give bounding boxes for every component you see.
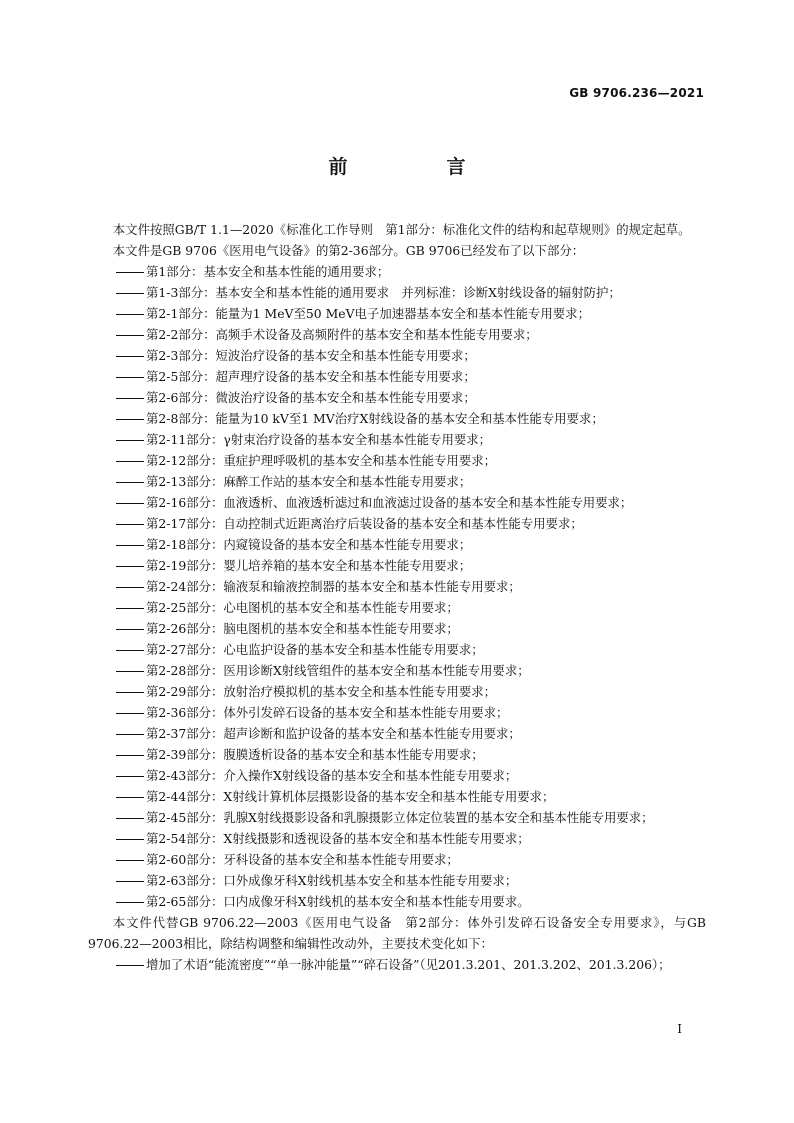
parts-list (88, 261, 706, 912)
list-item-text: 第2-63部分：口外成像牙科X射线机基本安全和基本性能专用要求； (146, 873, 518, 888)
list-item-text: 第2-44部分：X射线计算机体层摄影设备的基本安全和基本性能专用要求； (146, 789, 555, 804)
em-dash-marker (116, 807, 146, 828)
list-item-text: 第2-16部分：血液透析、血液透析滤过和血液滤过设备的基本安全和基本性能专用要求； (146, 495, 633, 510)
change-list-item (88, 954, 706, 975)
em-dash-marker (116, 891, 146, 912)
list-item-text: 第2-37部分：超声诊断和监护设备的基本安全和基本性能专用要求； (146, 726, 521, 741)
em-dash-marker (116, 849, 146, 870)
em-dash-marker (116, 429, 146, 450)
document-body (88, 219, 706, 975)
part-list-item (88, 723, 706, 744)
em-dash-marker (116, 681, 146, 702)
intro-paragraph: 本文件按照GB/T 1.1—2020《标准化工作导则 第1部分：标准化文件的结构和起草规则》的规定起草。 (112, 222, 691, 237)
em-dash-marker (116, 639, 146, 660)
part-list-item (88, 345, 706, 366)
em-dash-marker (116, 534, 146, 555)
list-item-text: 第2-19部分：婴儿培养箱的基本安全和基本性能专用要求； (146, 558, 472, 573)
part-list-item (88, 492, 706, 513)
em-dash-marker (116, 702, 146, 723)
em-dash-marker (116, 345, 146, 366)
list-item-text: 第2-28部分：医用诊断X射线管组件的基本安全和基本性能专用要求； (146, 663, 530, 678)
list-item-text: 第2-27部分：心电监护设备的基本安全和基本性能专用要求； (146, 642, 484, 657)
em-dash-marker (116, 513, 146, 534)
list-item-text: 第2-36部分：体外引发碎石设备的基本安全和基本性能专用要求； (146, 705, 509, 720)
list-item-text: 第1部分：基本安全和基本性能的通用要求； (146, 264, 390, 279)
em-dash-marker (116, 786, 146, 807)
em-dash-marker (116, 723, 146, 744)
part-list-item (88, 513, 706, 534)
list-item-text: 第2-45部分：乳腺X射线摄影设备和乳腺摄影立体定位装置的基本安全和基本性能专用要求； (146, 810, 654, 825)
part-list-item (88, 828, 706, 849)
em-dash-marker (116, 597, 146, 618)
list-item-text: 第2-5部分：超声理疗设备的基本安全和基本性能专用要求； (146, 369, 476, 384)
part-list-item (88, 366, 706, 387)
em-dash-marker (116, 408, 146, 429)
list-item-text: 第2-54部分：X射线摄影和透视设备的基本安全和基本性能专用要求； (146, 831, 530, 846)
list-item-text: 第1-3部分：基本安全和基本性能的通用要求 并列标准：诊断X射线设备的辐射防护； (146, 285, 621, 300)
em-dash-marker (116, 870, 146, 891)
em-dash-marker (116, 765, 146, 786)
em-dash-marker (116, 324, 146, 345)
list-item-text: 第2-11部分：γ射束治疗设备的基本安全和基本性能专用要求； (146, 432, 492, 447)
list-item-text: 第2-29部分：放射治疗模拟机的基本安全和基本性能专用要求； (146, 684, 496, 699)
list-item-text: 第2-3部分：短波治疗设备的基本安全和基本性能专用要求； (146, 348, 476, 363)
em-dash-marker (116, 744, 146, 765)
part-list-item (88, 555, 706, 576)
part-list-item (88, 471, 706, 492)
list-item-text: 第2-18部分：内窥镜设备的基本安全和基本性能专用要求； (146, 537, 472, 552)
em-dash-marker (116, 282, 146, 303)
part-list-item (88, 891, 706, 912)
part-list-item (88, 324, 706, 345)
em-dash-marker (116, 828, 146, 849)
part-list-item (88, 765, 706, 786)
list-item-text: 第2-13部分：麻醉工作站的基本安全和基本性能专用要求； (146, 474, 472, 489)
list-item-text: 第2-6部分：微波治疗设备的基本安全和基本性能专用要求； (146, 390, 476, 405)
part-list-item (88, 786, 706, 807)
part-list-item (88, 702, 706, 723)
list-item-text: 第2-26部分：脑电图机的基本安全和基本性能专用要求； (146, 621, 459, 636)
part-list-item (88, 387, 706, 408)
list-item-text: 第2-12部分：重症护理呼吸机的基本安全和基本性能专用要求； (146, 453, 496, 468)
part-list-item (88, 618, 706, 639)
list-item-text: 第2-2部分：高频手术设备及高频附件的基本安全和基本性能专用要求； (146, 327, 538, 342)
part-list-item (88, 681, 706, 702)
em-dash-marker (116, 471, 146, 492)
em-dash-marker (116, 450, 146, 471)
part-list-item (88, 408, 706, 429)
em-dash-marker (116, 555, 146, 576)
part-list-item (88, 660, 706, 681)
list-item-text: 第2-65部分：口内成像牙科X射线机的基本安全和基本性能专用要求。 (146, 894, 530, 909)
list-item-text: 第2-17部分：自动控制式近距离治疗后装设备的基本安全和基本性能专用要求； (146, 516, 583, 531)
page-number: I (677, 1022, 682, 1036)
page-title: 前 言 (328, 156, 506, 178)
part-list-item (88, 450, 706, 471)
part-list-item (88, 639, 706, 660)
list-item-text: 增加了术语“能流密度”“单一脉冲能量”“碎石设备”（见201.3.201、201.3.202、201.3.206）； (146, 957, 671, 972)
em-dash-marker (116, 303, 146, 324)
em-dash-marker (116, 492, 146, 513)
em-dash-marker (116, 618, 146, 639)
em-dash-marker (116, 954, 146, 975)
changes-list (88, 954, 706, 975)
part-list-item (88, 303, 706, 324)
part-list-item (88, 282, 706, 303)
standard-number: GB 9706.236—2021 (569, 86, 704, 100)
part-list-item (88, 849, 706, 870)
intro-paragraph: 本文件是GB 9706《医用电气设备》的第2-36部分。GB 9706已经发布了以下部分： (112, 243, 585, 258)
part-list-item (88, 261, 706, 282)
part-list-item (88, 744, 706, 765)
list-item-text: 第2-1部分：能量为1 MeV至50 MeV电子加速器基本安全和基本性能专用要求； (146, 306, 590, 321)
list-item-text: 第2-43部分：介入操作X射线设备的基本安全和基本性能专用要求； (146, 768, 518, 783)
em-dash-marker (116, 261, 146, 282)
em-dash-marker (116, 366, 146, 387)
part-list-item (88, 429, 706, 450)
em-dash-marker (116, 387, 146, 408)
part-list-item (88, 534, 706, 555)
part-list-item (88, 576, 706, 597)
list-item-text: 第2-24部分：输液泵和输液控制器的基本安全和基本性能专用要求； (146, 579, 521, 594)
em-dash-marker (116, 576, 146, 597)
replacement-paragraph: 本文件代替GB 9706.22—2003《医用电气设备 第2部分：体外引发碎石设备安全专用要求》，与GB 9706.22—2003相比，除结构调整和编辑性改动外，主要技术变化如下： (88, 915, 706, 951)
em-dash-marker (116, 660, 146, 681)
part-list-item (88, 870, 706, 891)
list-item-text: 第2-8部分：能量为10 kV至1 MV治疗X射线设备的基本安全和基本性能专用要求； (146, 411, 604, 426)
list-item-text: 第2-60部分：牙科设备的基本安全和基本性能专用要求； (146, 852, 459, 867)
list-item-text: 第2-39部分：腹膜透析设备的基本安全和基本性能专用要求； (146, 747, 484, 762)
part-list-item (88, 807, 706, 828)
part-list-item (88, 597, 706, 618)
list-item-text: 第2-25部分：心电图机的基本安全和基本性能专用要求； (146, 600, 459, 615)
